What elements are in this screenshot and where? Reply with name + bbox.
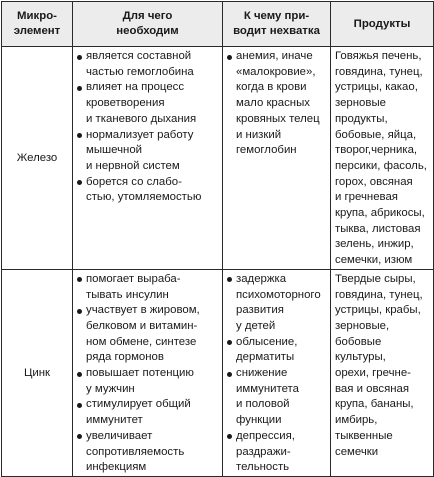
list-item	[227, 335, 327, 366]
bullet-icon	[77, 86, 82, 91]
deficiency-cell	[223, 269, 331, 476]
list-item-text: участвует в жировом, белковом и витамин- ном обмене, синтезе ряда гормонов	[86, 304, 200, 364]
purpose-list	[73, 47, 222, 206]
list-item	[227, 366, 327, 429]
products-text: Твердые сыры, говядина, тунец, устрицы, крабы, зерновые, бобовые культуры, орехи, гречне- вая и овсяная крупа, бананы, имбирь, тыквенные семечки	[335, 272, 423, 458]
header-deficiency	[223, 2, 331, 47]
element-cell	[2, 269, 73, 476]
products-cell	[331, 269, 434, 476]
element-cell	[2, 47, 73, 270]
header-element-label: Микро- элемент	[13, 10, 61, 37]
bullet-icon	[77, 372, 82, 377]
list-item-text: облысение, дерматиты	[236, 335, 298, 364]
header-element	[2, 2, 73, 47]
bullet-icon	[227, 372, 232, 377]
list-item	[77, 128, 219, 175]
list-item-text: повышает потенцию у мужчин	[86, 367, 194, 395]
list-item	[77, 175, 219, 206]
bullet-icon	[77, 434, 82, 439]
table-row-iron	[2, 47, 434, 270]
purpose-cell	[73, 47, 223, 270]
list-item-text: депрессия, раздражи- тельность	[236, 429, 295, 474]
bullet-icon	[77, 55, 82, 60]
bullet-icon	[77, 309, 82, 314]
list-item-text: борется со слабо- стью, утомляемостью	[86, 175, 202, 204]
bullet-icon	[77, 277, 82, 282]
header-products-label: Продукты	[353, 17, 411, 30]
list-item	[77, 397, 219, 428]
microelements-table	[1, 1, 434, 477]
deficiency-list	[223, 47, 330, 159]
list-item-text: задержка психомоторного развития у детей	[236, 272, 321, 332]
header-purpose	[73, 2, 223, 47]
list-item-text: снижение иммунитета и половой функции	[236, 367, 299, 427]
list-item	[227, 429, 327, 476]
list-item-text: нормализует работу мышечной и нервной систем	[86, 128, 194, 172]
bullet-icon	[227, 277, 232, 282]
deficiency-cell	[223, 47, 331, 270]
products-cell	[331, 47, 434, 270]
list-item-text: влияет на процесс кроветворения и тканевого дыхания	[86, 81, 197, 125]
purpose-cell	[73, 269, 223, 476]
list-item-text: является составной частью гемоглобина	[86, 50, 194, 78]
list-item	[77, 303, 219, 366]
list-item-text: увеличивает сопротивляемость инфекциям	[86, 429, 185, 474]
deficiency-list	[223, 270, 330, 476]
header-row	[2, 2, 434, 47]
table-header	[2, 2, 434, 47]
header-deficiency-label: К чему при- водит нехватка	[233, 10, 320, 37]
header-purpose-label: Для чего необходим	[116, 10, 179, 37]
bullet-icon	[227, 434, 232, 439]
table-row-zinc	[2, 269, 434, 476]
element-name: Железо	[16, 151, 58, 164]
list-item	[77, 272, 219, 303]
list-item	[77, 49, 219, 80]
bullet-icon	[77, 133, 82, 138]
table-body	[2, 47, 434, 477]
list-item-text: помогает выраба- тывать инсулин	[86, 272, 181, 301]
list-item	[77, 80, 219, 127]
products-text: Говяжья печень, говядина, тунец, устрицы, какао, зерновые продукты, бобовые, яйца, творог,черника, персики, фасоль, горох, овсяная и гречневая крупа, абрикосы, тыква, листовая зелень, инжир, семечки, изюм	[335, 50, 427, 267]
list-item	[77, 366, 219, 397]
purpose-list	[73, 270, 222, 476]
list-item	[227, 272, 327, 335]
header-products	[331, 2, 434, 47]
bullet-icon	[77, 180, 82, 185]
element-name: Цинк	[23, 366, 51, 379]
bullet-icon	[227, 55, 232, 60]
list-item-text: стимулирует общий иммунитет	[86, 398, 191, 427]
bullet-icon	[77, 403, 82, 408]
list-item	[227, 49, 327, 159]
list-item-text: анемия, иначе «малокровие», когда в крови мало красных кровяных телец и низкий гемоглобин	[236, 50, 320, 157]
bullet-icon	[227, 340, 232, 345]
list-item	[77, 429, 219, 476]
